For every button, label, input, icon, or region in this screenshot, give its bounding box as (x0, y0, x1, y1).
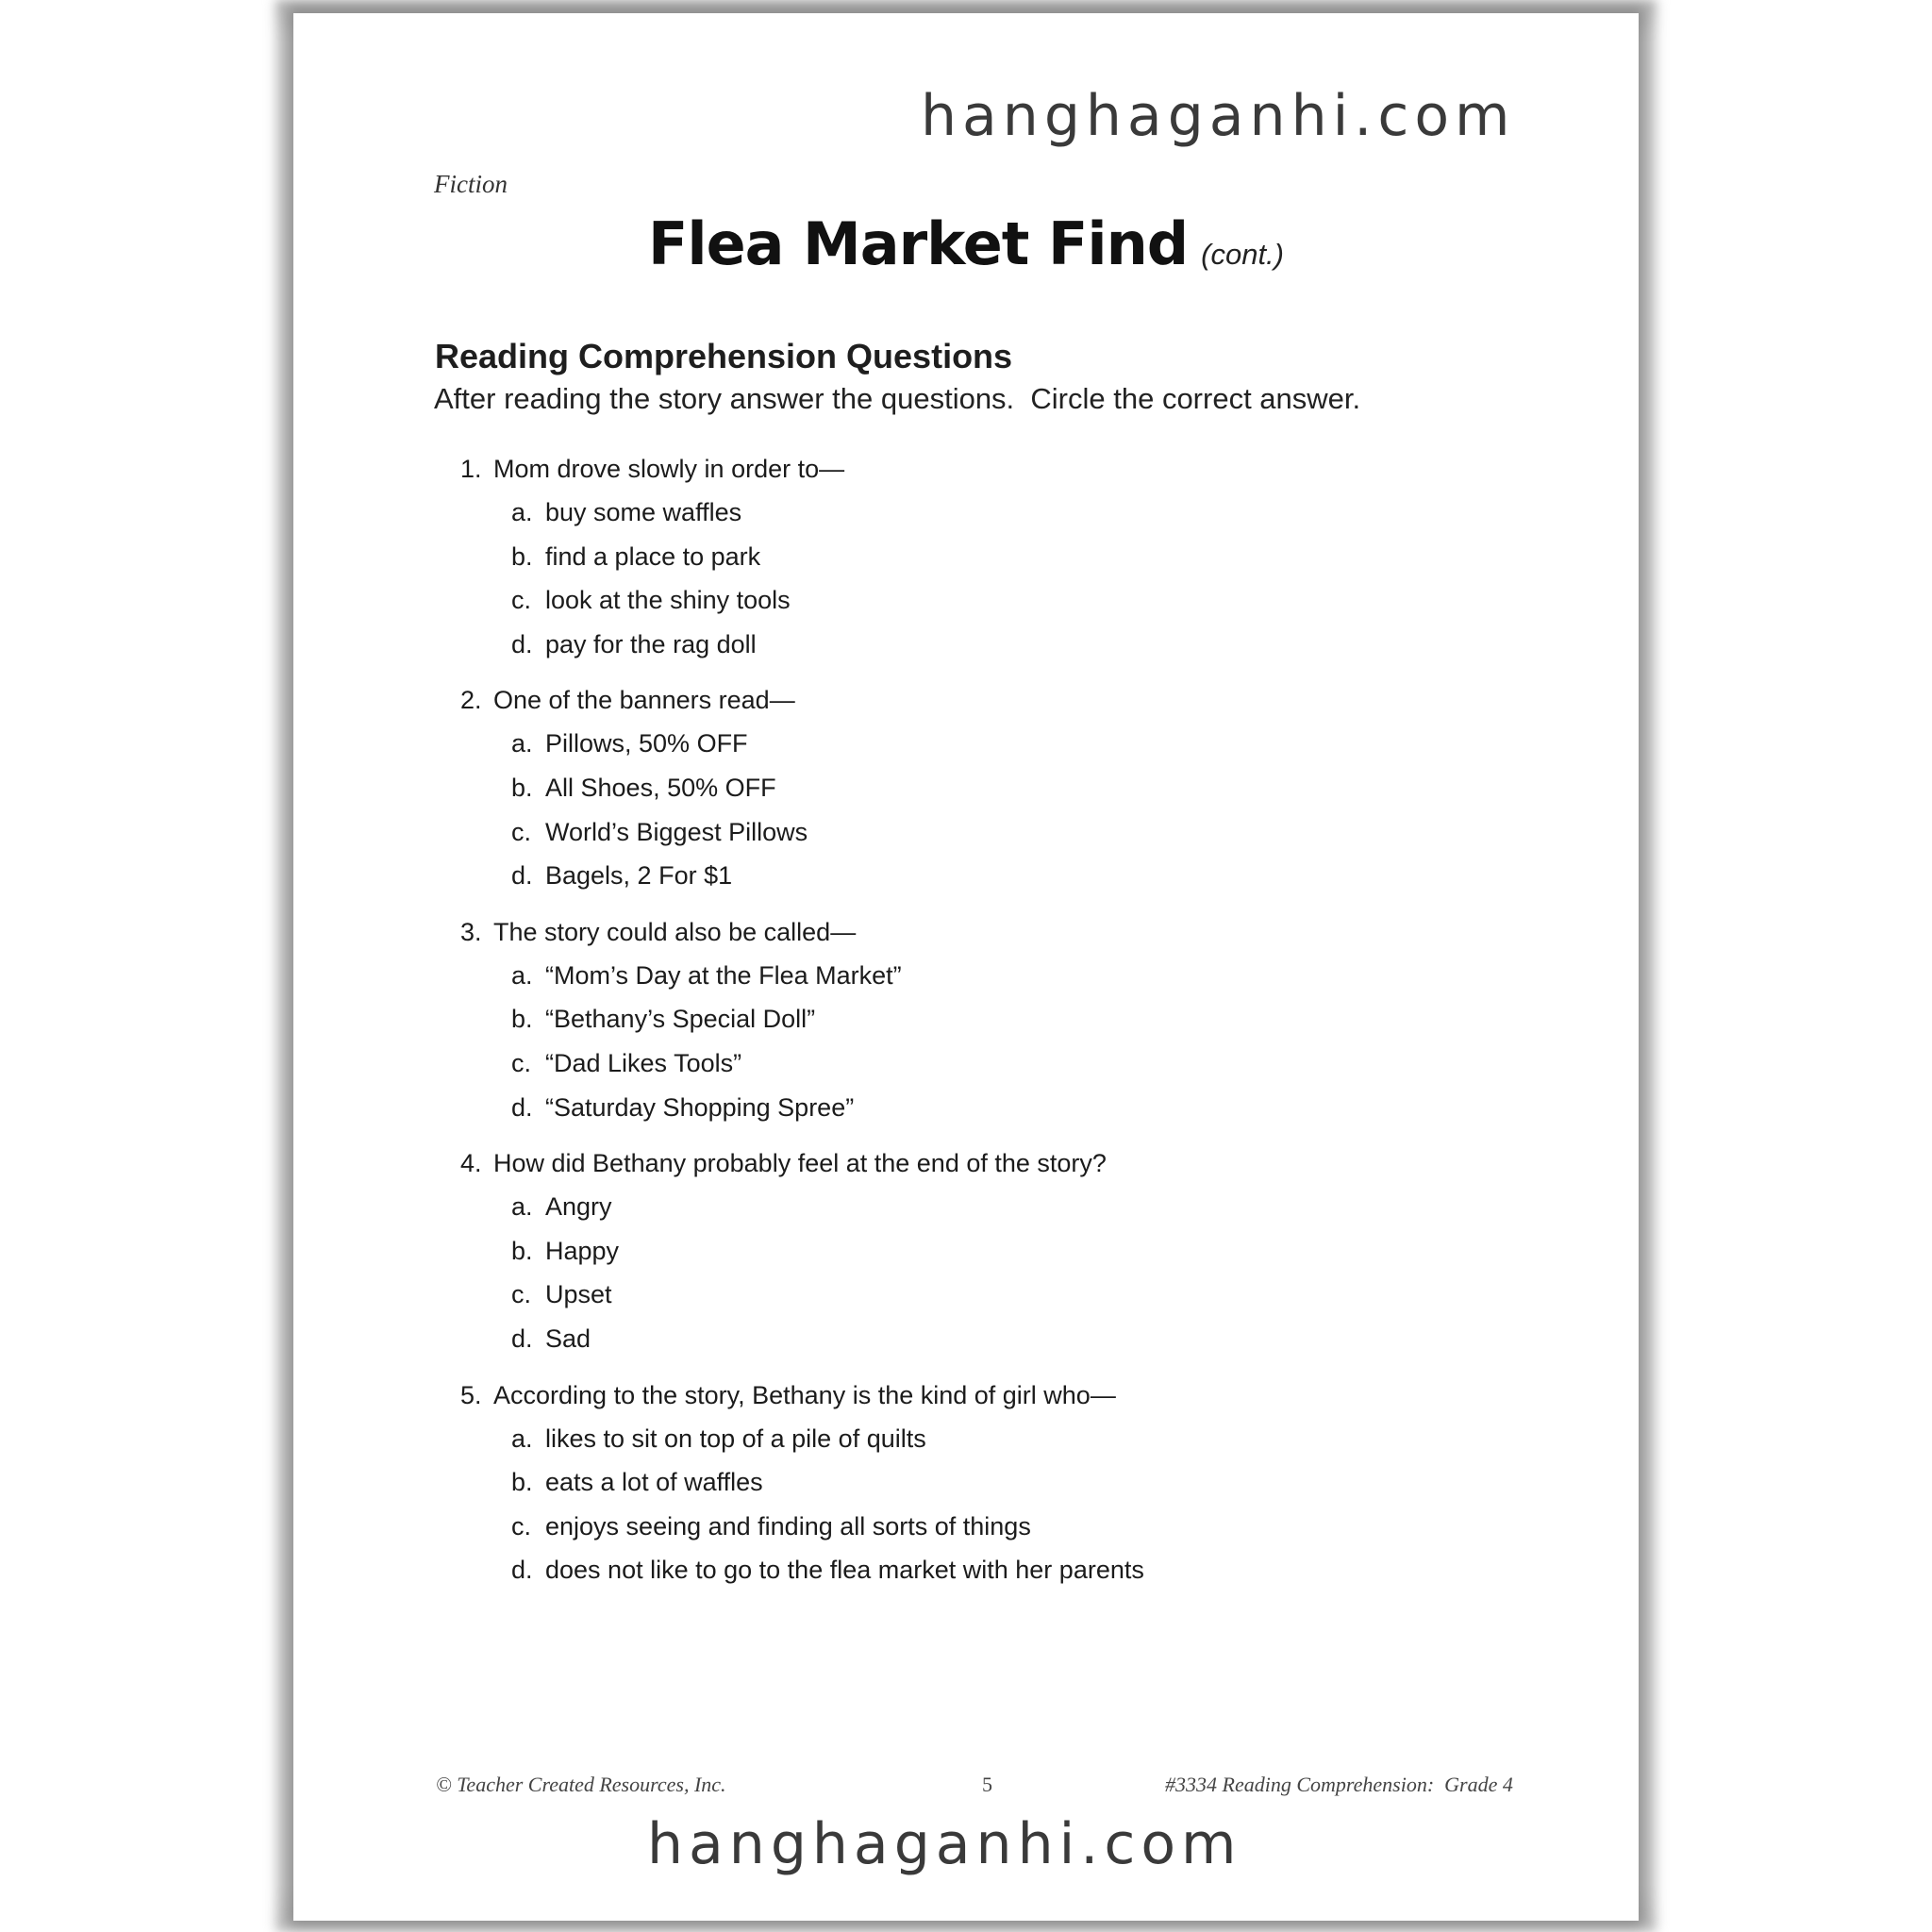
question-text: One of the banners read— (493, 686, 795, 715)
option-letter: a. (511, 1192, 533, 1222)
option-letter: d. (511, 1324, 533, 1353)
watermark-bottom: hanghaganhi.com (647, 1811, 1242, 1877)
answer-option[interactable] (460, 1041, 1592, 1086)
option-text: “Bethany’s Special Doll” (545, 1005, 816, 1034)
option-text: does not like to go to the flea market with her parents (545, 1556, 1144, 1585)
answer-option[interactable] (460, 1086, 1592, 1130)
answer-option[interactable] (460, 1317, 1592, 1361)
question-number: 5. (460, 1380, 482, 1409)
answer-option[interactable] (460, 722, 1592, 766)
option-text: pay for the rag doll (545, 629, 757, 658)
question-prompt (460, 910, 1592, 954)
question-prompt (460, 678, 1592, 722)
option-letter: a. (511, 1424, 533, 1453)
question-2 (460, 678, 1592, 897)
option-letter: a. (511, 498, 533, 526)
option-letter: d. (511, 1092, 533, 1122)
answer-option[interactable] (460, 578, 1592, 623)
page-title: Flea Market Find (647, 209, 1189, 278)
option-letter: b. (511, 1236, 533, 1265)
question-number: 4. (460, 1149, 482, 1178)
answer-option[interactable] (460, 854, 1592, 898)
answer-option[interactable] (460, 1185, 1592, 1229)
answer-option[interactable] (460, 954, 1592, 998)
title-suffix: (cont.) (1201, 238, 1284, 271)
answer-option[interactable] (460, 1548, 1592, 1592)
instructions: After reading the story answer the questions. Circle the correct answer. (434, 382, 1361, 415)
answer-option[interactable] (460, 997, 1592, 1041)
question-prompt (460, 1374, 1592, 1417)
option-letter: a. (511, 729, 533, 758)
question-text: According to the story, Bethany is the kind of girl who— (493, 1380, 1116, 1409)
question-prompt (460, 1141, 1592, 1185)
option-letter: c. (511, 1048, 532, 1077)
option-text: Angry (545, 1192, 612, 1222)
answer-option[interactable] (460, 535, 1592, 579)
watermark-top: hanghaganhi.com (921, 83, 1516, 149)
option-letter: c. (511, 586, 532, 615)
answer-option[interactable] (460, 766, 1592, 810)
option-letter: b. (511, 1468, 533, 1497)
question-1 (460, 447, 1592, 666)
question-3 (460, 910, 1592, 1129)
option-letter: b. (511, 541, 533, 571)
option-text: Pillows, 50% OFF (545, 729, 748, 758)
option-letter: d. (511, 861, 533, 891)
option-text: Upset (545, 1280, 612, 1309)
question-text: Mom drove slowly in order to— (493, 455, 845, 483)
answer-option[interactable] (460, 1273, 1592, 1317)
option-text: buy some waffles (545, 498, 742, 526)
title-block (0, 209, 1932, 278)
option-text: enjoys seeing and finding all sorts of things (545, 1511, 1031, 1541)
option-text: “Dad Likes Tools” (545, 1048, 742, 1077)
option-text: All Shoes, 50% OFF (545, 773, 776, 802)
question-number: 2. (460, 686, 482, 715)
option-text: Sad (545, 1324, 591, 1353)
option-text: likes to sit on top of a pile of quilts (545, 1424, 926, 1453)
option-text: eats a lot of waffles (545, 1468, 763, 1497)
question-5 (460, 1374, 1592, 1592)
option-letter: c. (511, 817, 532, 846)
answer-option[interactable] (460, 1505, 1592, 1549)
footer-page-number: 5 (982, 1773, 992, 1796)
option-letter: d. (511, 629, 533, 658)
answer-option[interactable] (460, 1417, 1592, 1461)
option-text: World’s Biggest Pillows (545, 817, 808, 846)
option-text: look at the shiny tools (545, 586, 791, 615)
option-text: Bagels, 2 For $1 (545, 861, 733, 891)
option-letter: c. (511, 1280, 532, 1309)
answer-option[interactable] (460, 1229, 1592, 1274)
section-heading: Reading Comprehension Questions (435, 337, 1013, 375)
option-text: “Mom’s Day at the Flea Market” (545, 960, 902, 990)
answer-option[interactable] (460, 1460, 1592, 1505)
option-text: “Saturday Shopping Spree” (545, 1092, 855, 1122)
option-letter: d. (511, 1556, 533, 1585)
question-number: 1. (460, 455, 482, 483)
question-text: How did Bethany probably feel at the end of the story? (493, 1149, 1107, 1178)
question-4 (460, 1141, 1592, 1360)
section-label: Fiction (434, 170, 508, 198)
question-text: The story could also be called— (493, 917, 857, 946)
answer-option[interactable] (460, 491, 1592, 535)
option-letter: b. (511, 773, 533, 802)
question-number: 3. (460, 917, 482, 946)
question-prompt (460, 447, 1592, 491)
option-text: find a place to park (545, 541, 761, 571)
answer-option[interactable] (460, 623, 1592, 667)
footer-book-title: #3334 Reading Comprehension: Grade 4 (1165, 1773, 1513, 1796)
footer-copyright: © Teacher Created Resources, Inc. (436, 1773, 726, 1796)
option-text: Happy (545, 1236, 620, 1265)
option-letter: c. (511, 1511, 532, 1541)
answer-option[interactable] (460, 810, 1592, 855)
option-letter: a. (511, 960, 533, 990)
option-letter: b. (511, 1005, 533, 1034)
question-list (460, 447, 1592, 1605)
